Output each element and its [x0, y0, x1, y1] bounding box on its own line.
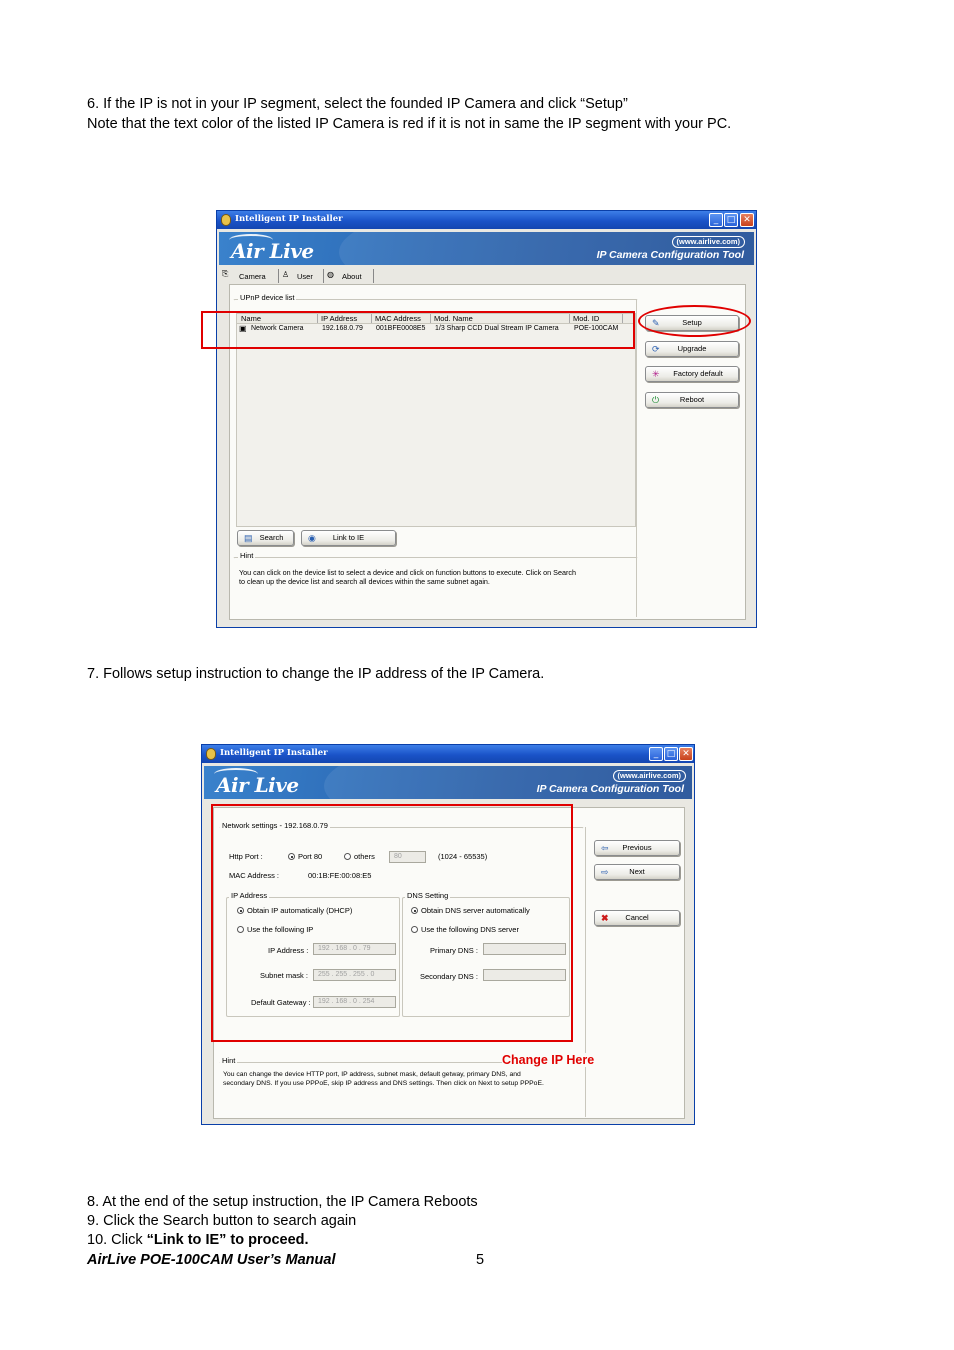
step10-prefix: 10. Click — [87, 1232, 147, 1248]
step10-text — [87, 1231, 309, 1250]
camera-tab-icon: ⎘ — [222, 269, 229, 278]
network-settings-label: Network settings - 192.168.0.79 — [222, 821, 328, 830]
hint2-text-2: secondary DNS. If you use PPPoE, skip IP address and DNS settings. Then click on Next to setup PPPoE. — [223, 1080, 544, 1087]
tab-about[interactable]: About — [342, 272, 362, 281]
previous-button[interactable] — [594, 840, 680, 856]
col-name[interactable]: Name — [241, 314, 262, 323]
ip-group-label: IP Address — [231, 891, 268, 900]
col-modname[interactable]: Mod. Name — [434, 314, 473, 323]
airlive-banner — [219, 232, 754, 265]
airlive-logo-2: Air Live — [216, 773, 299, 797]
airlive-logo: Air Live — [231, 239, 314, 263]
wrench-icon: ✎ — [652, 318, 660, 328]
window-title-2: Intelligent IP Installer — [220, 748, 328, 758]
about-tab-icon: ◍ — [327, 270, 334, 279]
row-modname: 1/3 Sharp CCD Dual Stream IP Camera — [435, 325, 559, 332]
row-modid: POE-100CAM — [574, 325, 619, 332]
user-tab-icon: ♙ — [282, 270, 290, 279]
hint-group — [233, 551, 638, 619]
website-badge-2: (www.airlive.com) — [613, 770, 687, 782]
search-doc-icon: ▤ — [244, 533, 253, 543]
factory-default-label: Factory default — [673, 369, 723, 378]
arrow-right-icon: ⇨ — [601, 867, 609, 877]
tab-bar — [219, 268, 379, 284]
upgrade-icon: ⟳ — [652, 344, 660, 354]
hint-text-1: You can click on the device list to select a device and click on function buttons to execute. Click on Search — [239, 568, 576, 577]
factory-default-button[interactable] — [645, 366, 739, 382]
cancel-label: Cancel — [625, 913, 649, 922]
col-ip[interactable]: IP Address — [321, 314, 358, 323]
cancel-x-icon: ✖ — [601, 913, 609, 923]
col-modid[interactable]: Mod. ID — [573, 314, 600, 323]
tool-title: IP Camera Configuration Tool — [596, 249, 744, 261]
maximize-button-2[interactable]: □ — [664, 747, 678, 761]
row-ip: 192.168.0.79 — [322, 325, 363, 332]
minimize-button[interactable]: _ — [709, 213, 723, 227]
ip-address-label: IP Address : — [268, 946, 309, 955]
row-mac: 001BFE0008E5 — [376, 325, 426, 332]
ie-icon: ◉ — [308, 533, 316, 543]
app-icon — [221, 214, 231, 226]
mac-value: 00:1B:FE:00:08:E5 — [308, 871, 372, 880]
search-button[interactable] — [237, 530, 294, 546]
subnet-label: Subnet mask : — [260, 971, 308, 980]
step8-text: 8. At the end of the setup instruction, the IP Camera Reboots — [87, 1194, 478, 1210]
cancel-button[interactable] — [594, 910, 680, 926]
footer-manual-title: AirLive POE-100CAM User’s Manual — [87, 1252, 336, 1268]
installer-window-1 — [216, 210, 757, 628]
change-ip-annotation: Change IP Here — [502, 1053, 595, 1067]
previous-label: Previous — [622, 843, 652, 852]
step9-text: 9. Click the Search button to search again — [87, 1213, 357, 1229]
close-button-2[interactable]: ✕ — [679, 747, 693, 761]
page-number: 5 — [476, 1252, 485, 1268]
tab-user[interactable]: User — [297, 272, 313, 281]
tool-title-2: IP Camera Configuration Tool — [536, 783, 684, 795]
maximize-button[interactable]: □ — [724, 213, 738, 227]
link-to-ie-label: Link to IE — [332, 533, 365, 542]
minimize-button-2[interactable]: _ — [649, 747, 663, 761]
hint2-text-1: You can change the device HTTP port, IP address, subnet mask, default getway, primary DNS, and — [223, 1071, 521, 1078]
step6-line1: 6. If the IP is not in your IP segment, select the founded IP Camera and click “Setup” — [87, 96, 628, 112]
app-icon-2 — [206, 748, 216, 760]
dns-use-label: Use the following DNS server — [421, 925, 519, 934]
mac-label: MAC Address : — [229, 871, 280, 880]
camera-row-icon: ▣ — [239, 324, 247, 333]
subnet-input[interactable]: 255 . 255 . 255 . 0 — [313, 969, 396, 981]
upgrade-button[interactable] — [645, 341, 739, 357]
sparkle-icon: ✳ — [652, 369, 660, 379]
title-bar-2[interactable] — [202, 745, 694, 763]
highlight-network-settings — [211, 804, 573, 1042]
search-label: Search — [259, 533, 284, 542]
setup-label: Setup — [682, 318, 702, 327]
col-mac[interactable]: MAC Address — [375, 314, 421, 323]
http-port-label: Http Port : — [229, 852, 263, 861]
window-title: Intelligent IP Installer — [235, 214, 343, 224]
ip-address-input[interactable]: 192 . 168 . 0 . 79 — [313, 943, 396, 955]
reboot-button[interactable] — [645, 392, 739, 408]
step6-line2: Note that the text color of the listed IP Camera is red if it is not in same the IP segment with your PC. — [87, 116, 732, 132]
device-list-label: UPnP device list — [240, 293, 295, 302]
link-to-ie-button[interactable] — [301, 530, 396, 546]
highlight-setup-button — [638, 305, 751, 337]
next-button[interactable] — [594, 864, 680, 880]
hint-label-2: Hint — [222, 1056, 236, 1065]
dns-auto-label: Obtain DNS server automatically — [421, 906, 530, 915]
step10-bold: “Link to IE” to proceed. — [146, 1232, 309, 1248]
secondary-dns-label: Secondary DNS : — [420, 972, 478, 981]
next-label: Next — [629, 867, 645, 876]
website-badge: (www.airlive.com) — [672, 236, 746, 248]
gateway-label: Default Gateway : — [251, 998, 311, 1007]
power-icon: ⏻ — [652, 395, 660, 405]
gateway-input[interactable]: 192 . 168 . 0 . 254 — [313, 996, 396, 1008]
dhcp-label: Obtain IP automatically (DHCP) — [247, 906, 353, 915]
dns-group-label: DNS Setting — [407, 891, 449, 900]
hint-text-2: to clean up the device list and search all devices within the same subnet again. — [239, 577, 490, 586]
port-input[interactable]: 80 — [389, 851, 426, 863]
airlive-banner-2 — [204, 766, 692, 799]
reboot-label: Reboot — [679, 395, 705, 404]
step7-text: 7. Follows setup instruction to change the IP address of the IP Camera. — [87, 666, 545, 682]
close-button[interactable]: ✕ — [740, 213, 754, 227]
tab-camera[interactable]: Camera — [239, 272, 266, 281]
port80-label: Port 80 — [298, 852, 323, 861]
hint-label: Hint — [240, 551, 254, 560]
use-ip-label: Use the following IP — [247, 925, 314, 934]
upgrade-label: Upgrade — [677, 344, 707, 353]
port-range: (1024 - 65535) — [438, 852, 488, 861]
highlight-device-row — [201, 311, 635, 349]
row-name: Network Camera — [251, 325, 304, 332]
primary-dns-label: Primary DNS : — [430, 946, 478, 955]
title-bar[interactable] — [217, 211, 756, 229]
arrow-left-icon: ⇦ — [601, 843, 609, 853]
others-label: others — [354, 852, 375, 861]
